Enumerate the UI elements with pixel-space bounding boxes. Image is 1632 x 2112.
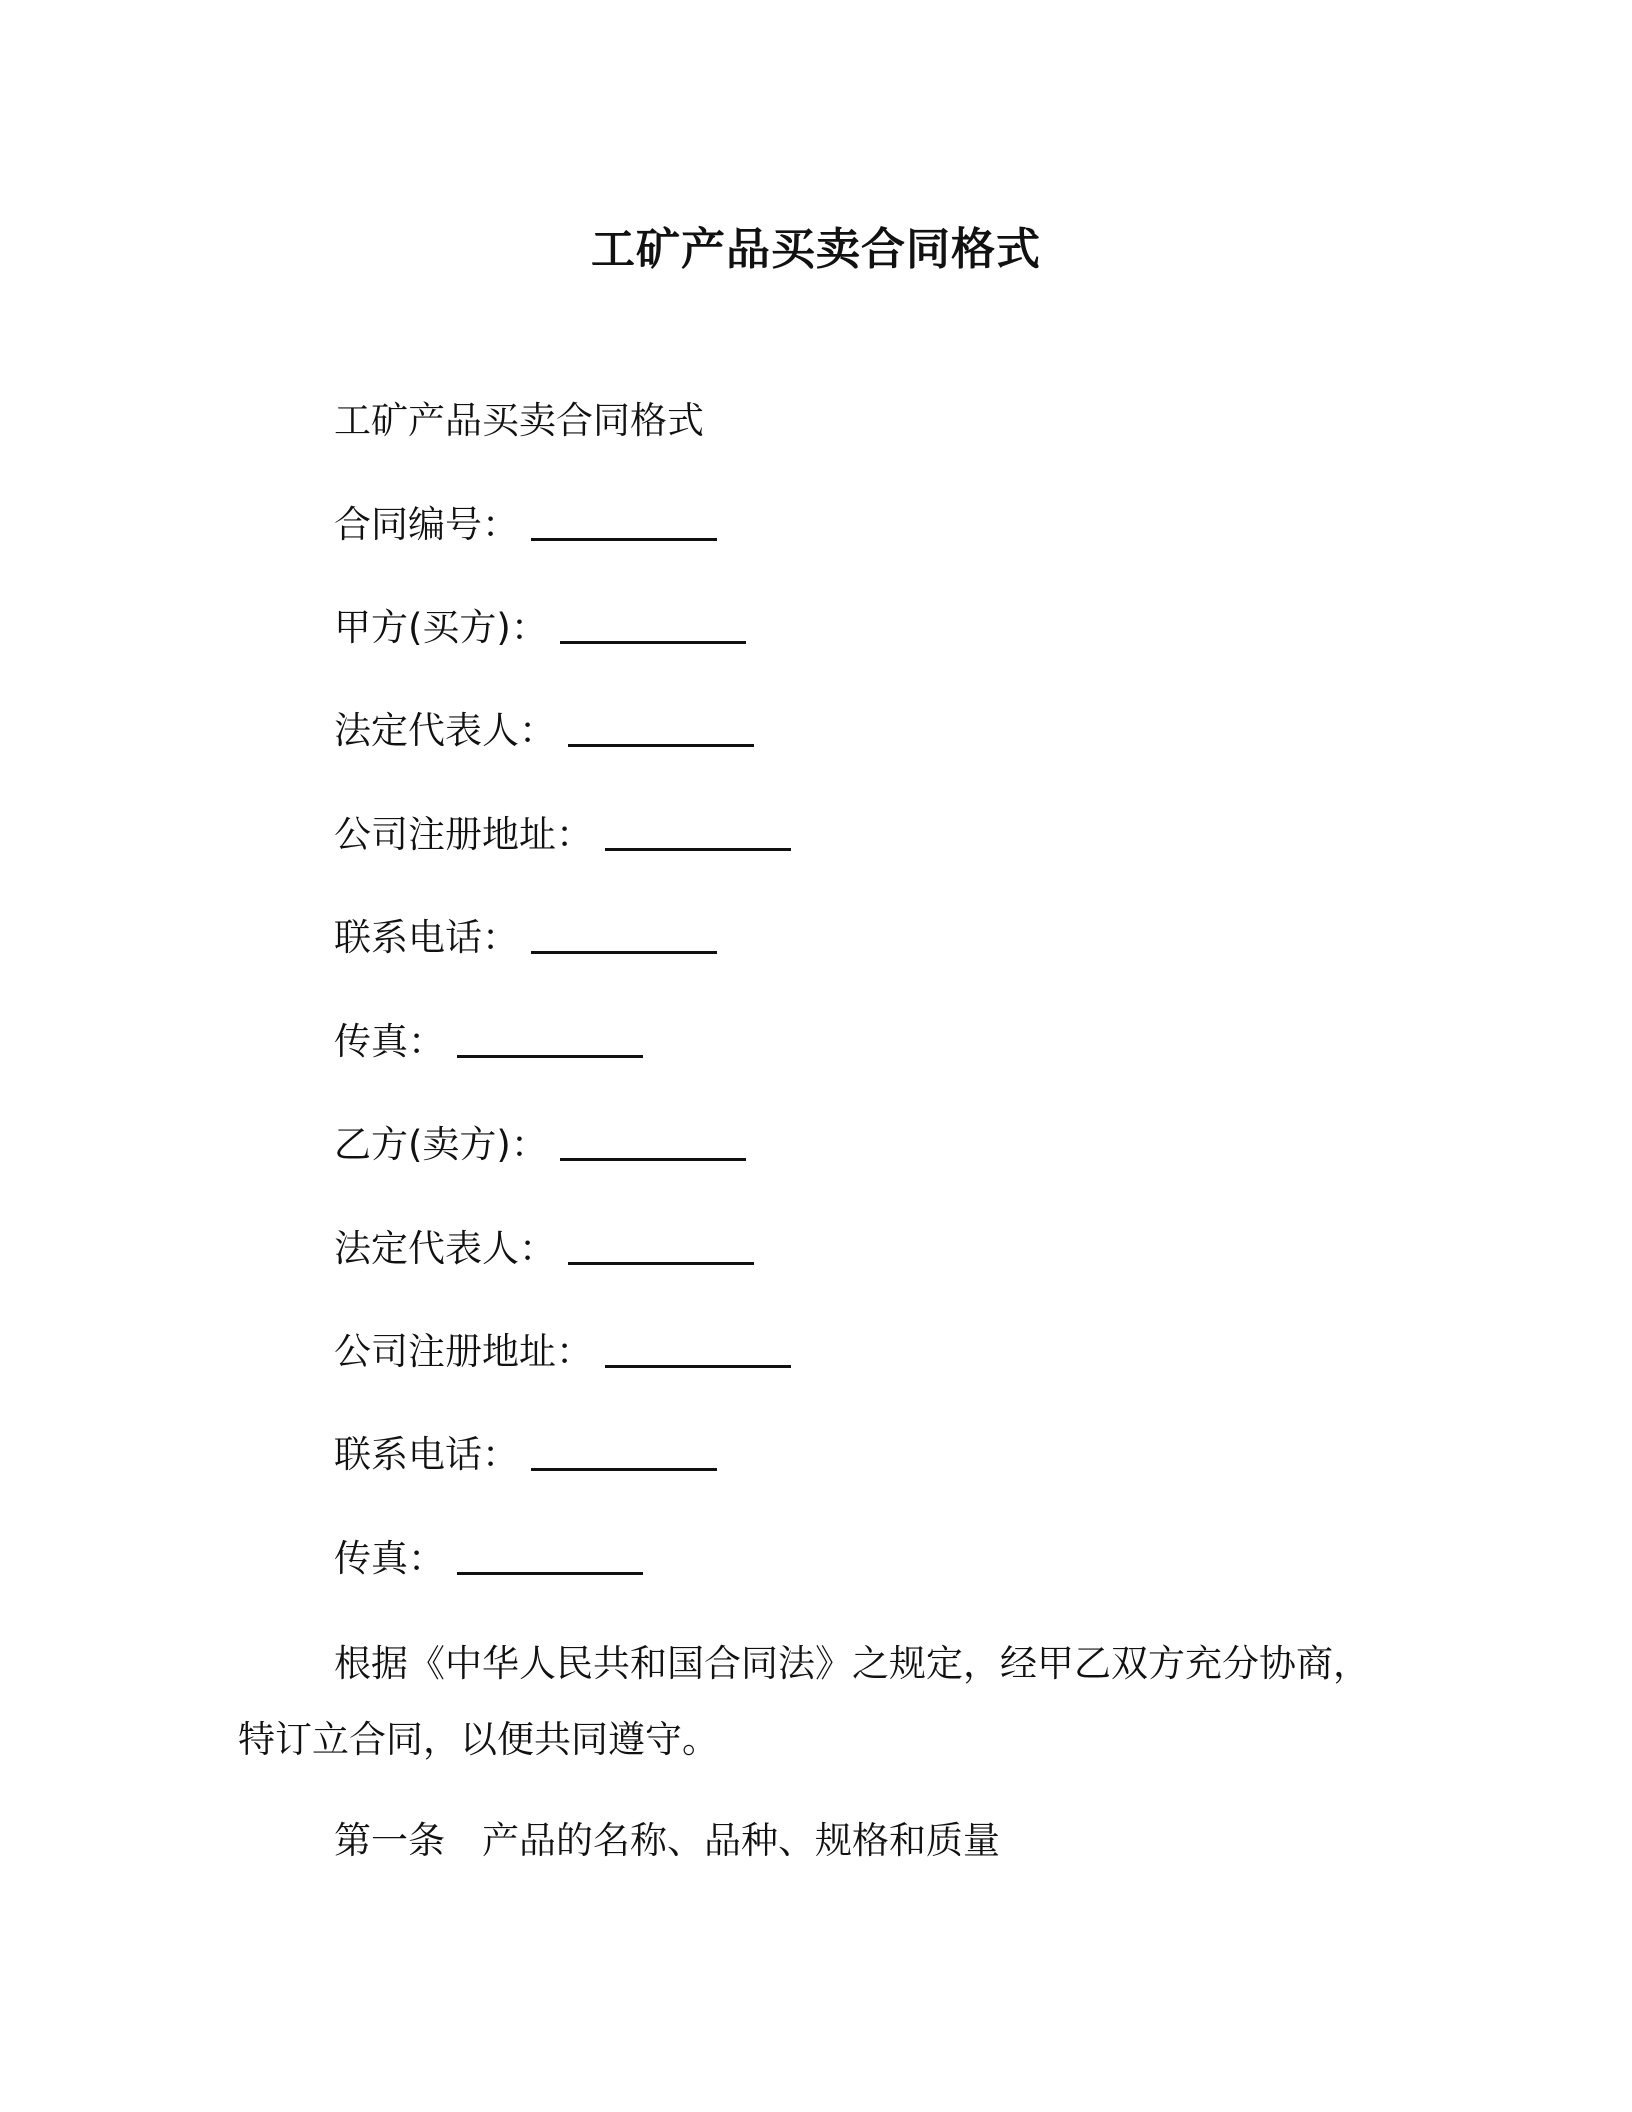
field-label: 传真： [334,1537,445,1580]
document-title: 工矿产品买卖合同格式 [591,224,1041,275]
blank-line[interactable] [568,714,754,747]
field-label: 合同编号： [334,503,519,546]
blank-line[interactable] [531,508,717,541]
field-label: 公司注册地址： [334,1330,593,1373]
field-party-b-fax [334,1534,643,1584]
section-heading-1: 第一条 产品的名称、品种、规格和质量 [334,1819,1000,1862]
field-party-a [334,603,746,653]
field-party-b [334,1120,746,1170]
field-contract-number [334,500,717,550]
field-label: 联系电话： [334,1433,519,1476]
field-label: 乙方(卖方)： [334,1123,548,1166]
blank-line[interactable] [560,611,746,644]
field-label: 传真： [334,1020,445,1063]
field-label: 联系电话： [334,916,519,959]
field-party-b-phone [334,1430,717,1480]
intro-paragraph: 根据《中华人民共和国合同法》之规定，经甲乙双方充分协商，特订立合同，以便共同遵守。 [238,1642,1370,1761]
field-party-b-address [334,1327,791,1377]
blank-line[interactable] [457,1542,643,1575]
blank-line[interactable] [605,1335,791,1368]
blank-line[interactable] [531,921,717,954]
field-party-a-phone [334,913,717,963]
blank-line[interactable] [457,1025,643,1058]
blank-line[interactable] [531,1438,717,1471]
field-party-a-legal-rep [334,706,754,756]
field-party-a-fax [334,1017,643,1067]
field-label: 法定代表人： [334,709,556,752]
field-party-a-address [334,810,791,860]
blank-line[interactable] [605,818,791,851]
document-subtitle: 工矿产品买卖合同格式 [334,399,704,442]
field-party-b-legal-rep [334,1224,754,1274]
blank-line[interactable] [560,1128,746,1161]
blank-line[interactable] [568,1232,754,1265]
field-label: 公司注册地址： [334,813,593,856]
field-label: 法定代表人： [334,1227,556,1270]
field-label: 甲方(买方)： [334,606,548,649]
